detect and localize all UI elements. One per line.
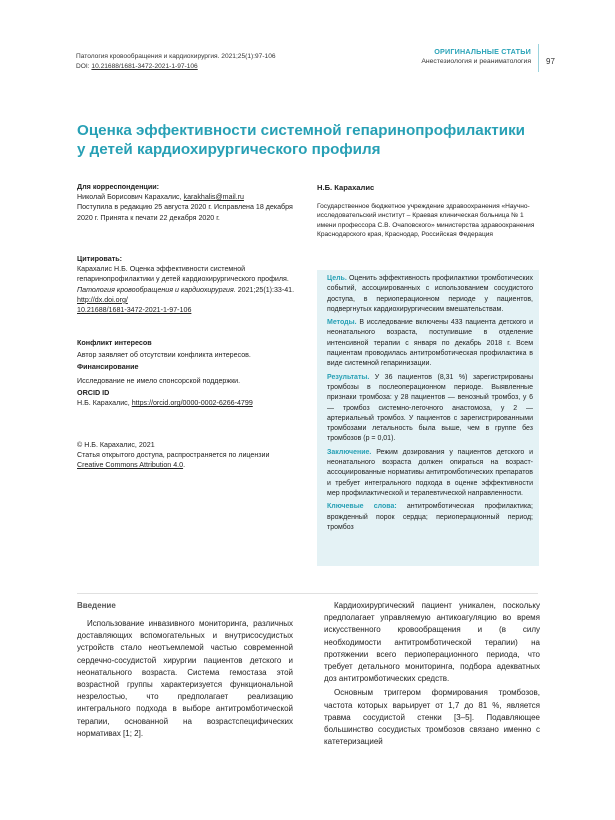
received-dates: Поступила в редакцию 25 августа 2020 г. Исправлена 18 декабря 2020 г. Принята к печати 22 декабря 2020 г. (77, 203, 293, 222)
doi-label: DOI: (76, 62, 90, 70)
copyright: © Н.Б. Карахалис, 2021 (77, 441, 155, 449)
conflict-block (77, 338, 307, 408)
body-column-right (324, 600, 540, 748)
abstract-methods: Методы. В исследование включены 433 пациента детского и неонатального возраста, поступившие в отделение интенсивной терапии с января по декабрь 2018 г. Всем пациентам проводилась антитромботическая профилактика в виде системной гепаринизации. (327, 319, 533, 368)
conflict-text: Автор заявляет об отсутствии конфликта интересов. (77, 351, 251, 360)
body-column-left (77, 618, 293, 740)
doi-link[interactable]: 10.21688/1681-3472-2021-1-97-106 (91, 62, 198, 70)
citation-block (77, 254, 307, 315)
orcid-line (77, 398, 307, 408)
article-title: Оценка эффективности системной гепаринопрофилактики у детей кардиохирургического профиля (77, 122, 526, 158)
subsection-label: Анестезиология и реаниматология (421, 57, 531, 65)
orcid-link[interactable]: https://orcid.org/0000-0002-6266-4799 (131, 399, 253, 408)
paragraph: Кардиохирургический пациент уникален, поскольку предполагает управляемую антикоагуляцию во время искусственного кровообращения и (в силу необходимости антитромботической терапии) на протяжении всего периоперационного периода, что требует детального мониторинга, подбора адекватных доз антитромботических средств. (324, 601, 540, 684)
section-header (421, 47, 531, 66)
journal-citation: Патология кровообращения и кардиохирургия. 2021;25(1):97-106 (76, 53, 276, 60)
abstract-conclusion: Заключение. Режим дозирования у пациентов детского и неонатального возраста должен опираться на возраст-ассоциированные нормативы антитромботических препаратов и требует интегрального подхода в оценке эффективности мер профилактической и терапевтической направленности. (327, 448, 533, 497)
abstract-aim: Цель. Оценить эффективность профилактики тромботических событий, ассоциированных с использованием сосудистого доступа, в периоперационном периоде у пациентов, подвергнутых кардиохирургическим вмешательствам. (327, 275, 533, 313)
doi-line (76, 62, 276, 72)
paragraph: Использование инвазивного мониторинга, различных доставляющих вспомогательных и внутрисосудистых устройств стало неотъемлемой частью современной сердечно-сосудистой хирургии пациентов детского и неонатального возраста. Система гемостаза этой возрастной группы характеризуется функциональной незрелостью, что предполагает реализацию интегрального подхода в выборе антитромботической терапии, основанной на возрастспецифических нормативах [1; 2]. (77, 619, 293, 738)
page-number: 97 (546, 57, 555, 66)
correspondence-contact (77, 192, 307, 202)
paragraph: Основным триггером формирования тромбозов, частота которых варьирует от 1,7 до 81 %, является травма сосудистой стенки [3–5]. Подавляющее большинство сосудистых тромбозов связано именно с катетеризацией (324, 688, 540, 747)
body-divider (77, 593, 538, 594)
license-link[interactable]: Creative Commons Attribution 4.0 (77, 461, 184, 470)
abstract-keywords: Ключевые слова: антитромботическая профилактика; врожденный порок сердца; периоперационный период; тромбоз (327, 503, 534, 531)
author-affiliation: Государственное бюджетное учреждение здравоохранения «Научно-исследовательский институт – Краевая клиническая больница № 1 имени профессора С.В. Очаповского» министерства здравоохранения Краснодарского края, Краснодар, Российская Федерация (317, 203, 535, 239)
correspondence-name: Николай Борисович Карахалис, (77, 193, 182, 202)
orcid-heading: ORCID ID (77, 387, 110, 397)
funding-heading: Финансирование (77, 362, 139, 372)
citation-journal: Патология кровообращения и кардиохирургия. (77, 285, 236, 294)
correspondence-block (77, 182, 307, 223)
license-block (77, 440, 287, 471)
header-divider (538, 44, 539, 72)
funding-text: Исследование не имело спонсорской поддержки. (77, 376, 241, 385)
author-name: Н.Б. Карахалис (317, 183, 375, 192)
section-label: ОРИГИНАЛЬНЫЕ СТАТЬИ (434, 47, 531, 56)
citation-heading: Цитировать: (77, 254, 123, 263)
correspondence-heading: Для корреспонденции: (77, 182, 160, 191)
conflict-heading: Конфликт интересов (77, 338, 152, 347)
journal-header (76, 52, 276, 71)
citation-doi-link[interactable]: 10.21688/1681-3472-2021-1-97-106 (77, 306, 192, 315)
license-text: Статья открытого доступа, распространяется по лицензии Creative Commons Attribution 4.0. (77, 451, 270, 470)
abstract-box (317, 270, 539, 566)
intro-heading: Введение (77, 601, 116, 610)
abstract-results: Результаты. У 36 пациентов (8,31 %) зарегистрированы тромбозы в послеоперационном периоде. Выявленные признаки тромбоза: у 28 пациентов — венозный тромбоз, у 6 — тромбоз системно-легочного анастомоза, у 2 — артериальный тромбоз. У пациентов с зарегистрированными тромбозами летальность была выше, чем в группе без тромбозов (p = 0,01). (327, 373, 533, 443)
citation-link[interactable]: http://dx.doi.org/ (77, 295, 128, 304)
correspondence-email[interactable]: karakhalis@mail.ru (183, 193, 244, 202)
orcid-name: Н.Б. Карахалис, (77, 399, 130, 408)
citation-text: Карахалис Н.Б. Оценка эффективности системной гепаринопрофилактики у детей кардиохирургического профиля. Патология кровообращения и кардиохирургия. 2021;25(1):33-41. http://dx.doi.org/ 10.21688/1681-3472-2021-1-97-106 (77, 265, 295, 315)
